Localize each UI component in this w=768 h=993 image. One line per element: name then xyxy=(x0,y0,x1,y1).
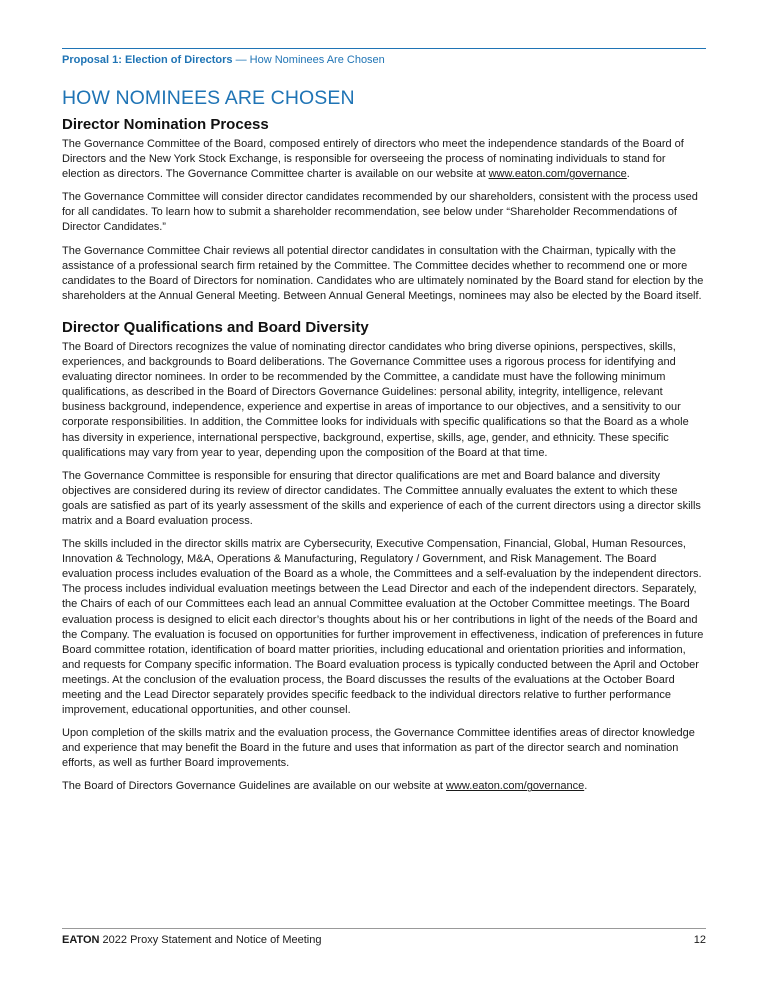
breadcrumb xyxy=(62,54,385,66)
paragraph: Upon completion of the skills matrix and the evaluation process, the Governance Committee identifies areas of director knowledge and experience that may benefit the Board in the future and uses that information as part of the director search and nomination efforts, as well as further Board improvements. xyxy=(62,727,695,770)
paragraph: The Governance Committee is responsible for ensuring that director qualifications are met and Board balance and diversity objectives are considered during its review of director candidates. The Committee annually evaluates the extent to which these goals are satisfied as part of its yearly assessment of the skills and experience of each of the current directors using a director skills matrix and a Board evaluation process. xyxy=(62,469,701,527)
breadcrumb-separator: — xyxy=(232,54,250,66)
main-content xyxy=(62,86,706,803)
footer-brand: EATON xyxy=(62,934,100,946)
governance-link[interactable]: www.eaton.com/governance xyxy=(446,780,585,793)
footer xyxy=(62,934,321,946)
footer-text: 2022 Proxy Statement and Notice of Meeting xyxy=(99,934,322,946)
section-heading-nomination: Director Nomination Process xyxy=(62,116,269,133)
paragraph-text: The Board of Directors Governance Guidelines are available on our website at xyxy=(62,780,446,793)
breadcrumb-subsection: How Nominees Are Chosen xyxy=(249,54,385,66)
paragraph-text: The Governance Committee of the Board, composed entirely of directors who meet the independence standards of the Board of Directors and the New York Stock Exchange, is responsible for overseeing the process of nominating individuals to stand for election as directors. The Governance Committee charter is available on our website at xyxy=(62,138,684,181)
governance-link[interactable]: www.eaton.com/governance xyxy=(488,168,627,181)
header-rule xyxy=(62,48,706,49)
paragraph: The Governance Committee will consider director candidates recommended by our shareholders, consistent with the process used for all candidates. To learn how to submit a shareholder recommendation, see below under “Shareholder Recommendations of Director Candidates.” xyxy=(62,191,698,234)
paragraph: The Board of Directors recognizes the value of nominating director candidates who bring diverse opinions, perspectives, skills, experiences, and backgrounds to Board deliberations. The Governance Committee uses a rigorous process for identifying and evaluating director nominees. In order to be recommended by the Committee, a candidate must have the following minimum qualifications, as described in the Board of Directors Governance Guidelines: personal ability, integrity, intelligence, relevant business background, independence, experience and expertise in areas of importance to our objectives, and a sensitivity to our corporate responsibilities. In addition, the Committee looks for individuals with specific qualifications so that the Board as a whole has diversity in experience, international perspective, background, expertise, skills, age, gender, and ethnicity. These specific qualifications may vary from year to year, depending upon the composition of the Board at that time. xyxy=(62,340,689,459)
paragraph: The Governance Committee of the Board, composed entirely of directors who meet the independence standards of the Board of Directors and the New York Stock Exchange, is responsible for overseeing the process of nominating individuals to stand for election as directors. The Governance Committee charter is available on our website at www.eaton.com/governance. xyxy=(62,138,684,181)
page-title: HOW NOMINEES ARE CHOSEN xyxy=(62,87,355,109)
paragraph: The skills included in the director skills matrix are Cybersecurity, Executive Compensation, Financial, Global, Human Resources, Innovation & Technology, M&A, Operations & Manufacturing, Regulatory / Government, and Risk Management. The Board evaluation process includes evaluation of the Board as a whole, the Committees and a self-evaluation by the independent directors. The process includes individual evaluation meetings between the Lead Director and each of the independent directors. Separately, the Chairs of each of our Committees each lead an annual Committee evaluation at the October Committee meetings. The Board evaluation process is designed to elicit each director’s thoughts about his or her contributions in light of the needs of the Board and the Company. The evaluation is focused on opportunities for further improvement in effectiveness, indication of preferences in future Board committee rotation, identification of board matter priorities, including educational and orientation priorities and information, and requests for Company specific information. The Board evaluation process is typically conducted between the April and October meetings. At the conclusion of the evaluation process, the Board discusses the results of the evaluations at the October Board meeting and the Lead Director separately provides specific feedback to the individual directors relative to further performance improvement, educational opportunities, and other counsel. xyxy=(62,538,704,717)
page-number: 12 xyxy=(693,934,706,946)
paragraph: The Board of Directors Governance Guidelines are available on our website at www.eaton.com/governance. xyxy=(62,780,588,793)
breadcrumb-section: Proposal 1: Election of Directors xyxy=(62,54,233,66)
paragraph: The Governance Committee Chair reviews all potential director candidates in consultation with the Chairman, typically with the assistance of a professional search firm retained by the Committee. The Committee decides whether to recommend one or more candidates to the Board of Directors for nomination. Candidates who are ultimately nominated by the Board stand for election by the shareholders at the Annual General Meeting. Between Annual General Meetings, nominees may also be elected by the Board itself. xyxy=(62,244,704,302)
section-heading-qualifications: Director Qualifications and Board Diversity xyxy=(62,318,369,336)
footer-rule xyxy=(62,928,706,929)
